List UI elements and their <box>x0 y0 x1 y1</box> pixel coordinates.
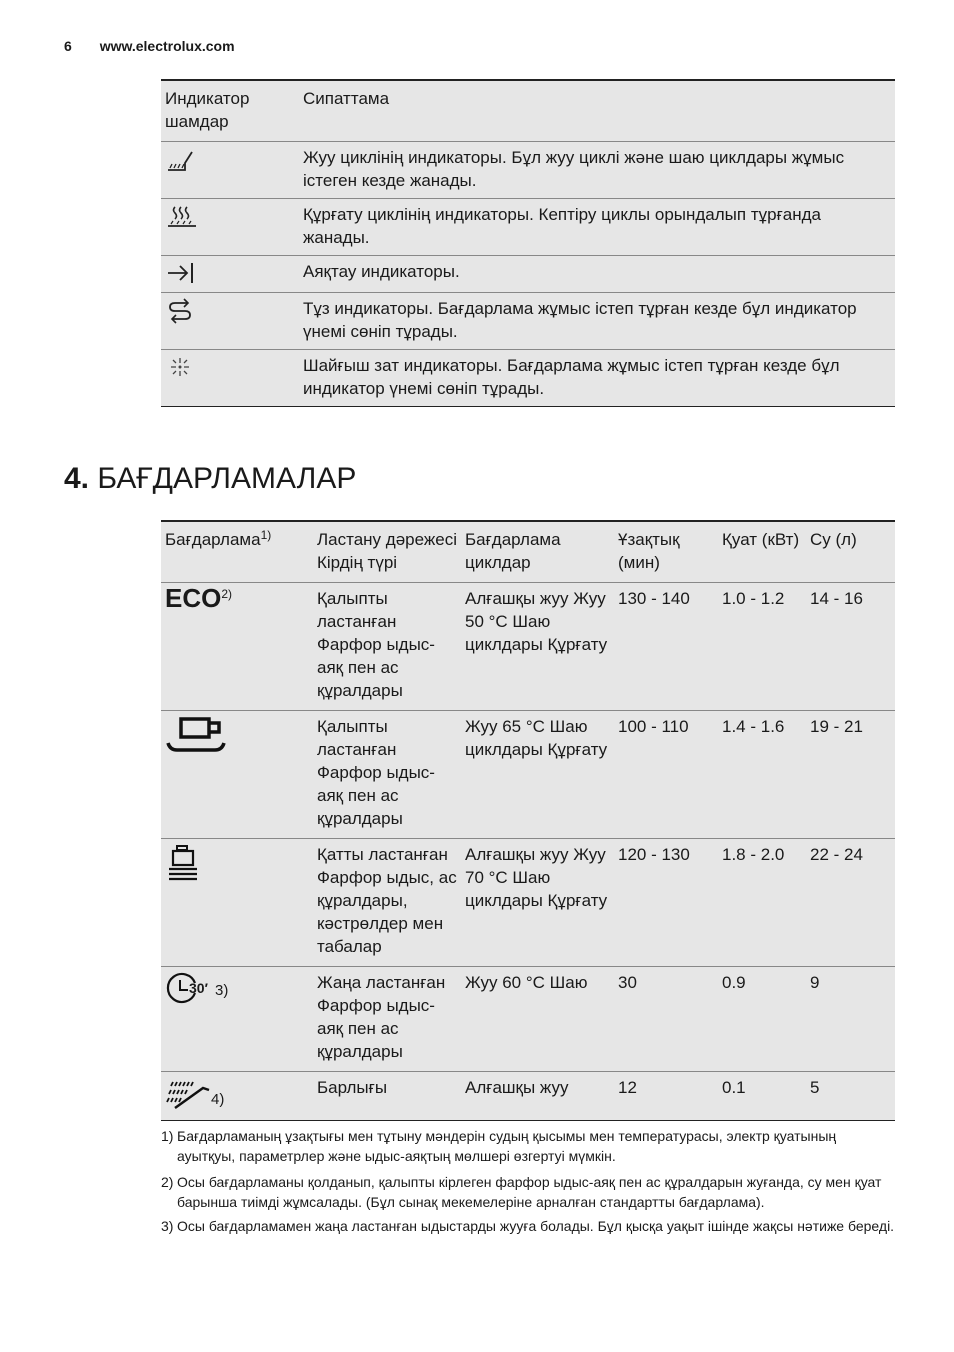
section-heading <box>64 462 356 496</box>
duration-cell: 30 <box>614 967 718 1072</box>
water-cell: 9 <box>806 967 895 1072</box>
programme-header-label: Бағдарлама <box>165 530 261 549</box>
programme-row <box>161 711 895 839</box>
indicator-row <box>161 199 895 256</box>
page-number: 6 <box>64 38 72 54</box>
indicator-table <box>161 79 895 407</box>
programme-col-header <box>161 521 313 583</box>
drying-phase-icon <box>161 199 299 256</box>
energy-cell: 0.9 <box>718 967 806 1072</box>
indicator-row <box>161 293 895 350</box>
energy-cell: 0.1 <box>718 1072 806 1121</box>
footnote-ref: 1) <box>260 528 272 542</box>
site-url: www.electrolux.com <box>99 38 235 54</box>
phases-cell: Жуу 60 °C Шаю <box>461 967 614 1072</box>
indicator-description: Шайғыш зат индикаторы. Бағдарлама жұмыс істеп тұрған кезде бұл индикатор үнемі сөніп тұрады. <box>299 350 895 407</box>
programme-cell <box>161 967 313 1072</box>
duration-col-header: Ұзақтық (мин) <box>614 521 718 583</box>
footnote <box>161 1172 901 1212</box>
indicator-description: Аяқтау индикаторы. <box>299 256 895 293</box>
phases-col-header: Бағдарлама циклдар <box>461 521 614 583</box>
energy-col-header: Қуат (кВт) <box>718 521 806 583</box>
end-icon <box>161 256 299 293</box>
section-number: 4. <box>64 462 90 495</box>
intensive-programme-icon <box>165 843 205 883</box>
programme-row <box>161 583 895 711</box>
soil-col-header: Ластану дәрежесі Кірдің түрі <box>313 521 461 583</box>
programme-row <box>161 839 895 967</box>
duration-cell: 12 <box>614 1072 718 1121</box>
prewash-programme-icon <box>165 1076 211 1112</box>
footnote-number: 3) <box>161 1218 174 1234</box>
duration-cell: 100 - 110 <box>614 711 718 839</box>
footnote <box>161 1126 901 1166</box>
programme-cell <box>161 1072 313 1121</box>
indicator-row <box>161 256 895 293</box>
water-cell: 5 <box>806 1072 895 1121</box>
water-cell: 19 - 21 <box>806 711 895 839</box>
energy-cell: 1.8 - 2.0 <box>718 839 806 967</box>
indicator-description: Жуу циклінің индикаторы. Бұл жуу циклі және шаю циклдары жұмыс істеген кезде жанады. <box>299 142 895 199</box>
soil-cell: Барлығы <box>313 1072 461 1121</box>
footnote-text: Осы бағдарламаны қолданып, қалыпты кірлеген фарфор ыдыс-аяқ пен ас құралдарын жуғанда, су мен қуат барынша тиімді жұмсалады. (Бұл сынақ мекемелеріне арналған стандартты бағдарлама). <box>177 1174 882 1210</box>
quick-programme-icon <box>165 971 215 1007</box>
programme-cell <box>161 711 313 839</box>
salt-icon <box>161 293 299 350</box>
indicator-description: Тұз индикаторы. Бағдарлама жұмыс істеп тұрған кезде бұл индикатор үнемі сөніп тұрады. <box>299 293 895 350</box>
indicator-row <box>161 350 895 407</box>
programme-table <box>161 520 895 1121</box>
programme-cell <box>161 583 313 711</box>
wash-phase-icon <box>161 142 299 199</box>
indicator-col-header: Индикатор шамдар <box>161 80 299 142</box>
phases-cell: Алғашқы жуу Жуу 70 °C Шаю циклдары Құрғату <box>461 839 614 967</box>
footnote-text: Бағдарламаның ұзақтығы мен тұтыну мәндерін судың қысымы мен температурасы, электр қуатының ауытқуы, параметрлер және ыдыс-аяқтың мөлшері өзгертуі мүмкін. <box>177 1128 837 1164</box>
water-col-header: Су (л) <box>806 521 895 583</box>
water-cell: 22 - 24 <box>806 839 895 967</box>
footnote-ref: 4) <box>211 1091 225 1108</box>
footnote-text: Осы бағдарламамен жаңа ластанған ыдыстарды жууға болады. Бұл қысқа уақыт ішінде жақсы нәтиже береді. <box>177 1218 895 1234</box>
duration-cell: 120 - 130 <box>614 839 718 967</box>
indicator-row <box>161 142 895 199</box>
section-title: БАҒДАРЛАМАЛАР <box>97 462 357 495</box>
rinse-aid-icon <box>161 350 299 407</box>
programme-row <box>161 967 895 1072</box>
phases-cell: Алғашқы жуу Жуу 50 °C Шаю циклдары Құрғату <box>461 583 614 711</box>
quick-label: 30′ <box>189 980 208 996</box>
soil-cell: Қалыпты ластанған Фарфор ыдыс-аяқ пен ас құралдары <box>313 711 461 839</box>
programme-row <box>161 1072 895 1121</box>
phases-cell: Алғашқы жуу <box>461 1072 614 1121</box>
soil-cell: Қалыпты ластанған Фарфор ыдыс-аяқ пен ас құралдары <box>313 583 461 711</box>
description-col-header: Сипаттама <box>299 80 895 142</box>
programme-cell <box>161 839 313 967</box>
footnote-number: 2) <box>161 1174 174 1190</box>
footnote <box>161 1216 901 1236</box>
energy-cell: 1.0 - 1.2 <box>718 583 806 711</box>
soil-cell: Қатты ластанған Фарфор ыдыс, ас құралдары, кәстрөлдер мен табалар <box>313 839 461 967</box>
phases-cell: Жуу 65 °C Шаю циклдары Құрғату <box>461 711 614 839</box>
soil-cell: Жаңа ластанған Фарфор ыдыс-аяқ пен ас құралдары <box>313 967 461 1072</box>
water-cell: 14 - 16 <box>806 583 895 711</box>
footnote-number: 1) <box>161 1128 174 1144</box>
energy-cell: 1.4 - 1.6 <box>718 711 806 839</box>
eco-label: ECO <box>165 583 222 613</box>
normal-programme-icon <box>165 715 229 755</box>
indicator-description: Құрғату циклінің индикаторы. Кептіру циклы орындалып тұрғанда жанады. <box>299 199 895 256</box>
footnote-ref: 3) <box>215 982 229 999</box>
duration-cell: 130 - 140 <box>614 583 718 711</box>
footnote-ref: 2) <box>221 587 233 601</box>
page-header <box>64 38 235 54</box>
